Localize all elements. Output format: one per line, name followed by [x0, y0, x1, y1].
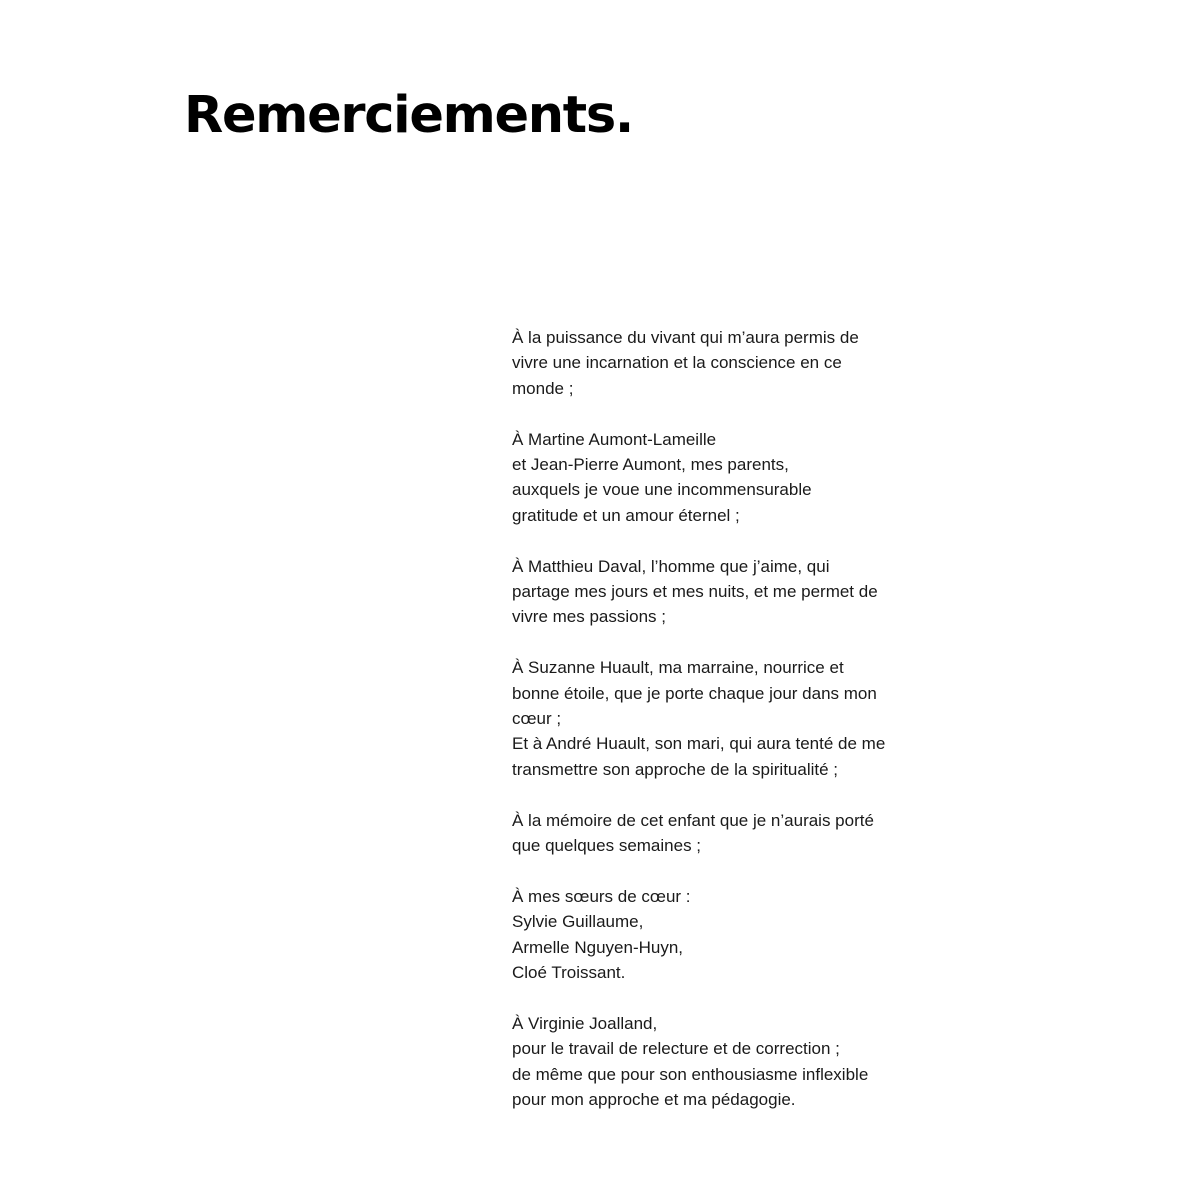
text-line: vivre une incarnation et la conscience en ce [512, 353, 842, 373]
text-line: pour le travail de relecture et de correction ; [512, 1039, 840, 1059]
text-line: auxquels je voue une incommensurable [512, 480, 812, 500]
text-line: À la puissance du vivant qui m’aura permis de [512, 328, 859, 347]
text-line: Cloé Troissant. [512, 963, 626, 983]
text-line: À Matthieu Daval, l’homme que j’aime, qui [512, 556, 830, 576]
text-line: vivre mes passions ; [512, 607, 666, 627]
text-line: partage mes jours et mes nuits, et me permet de [512, 582, 878, 602]
text-line: pour mon approche et ma pédagogie. [512, 1090, 796, 1110]
text-line: À mes sœurs de cœur : [512, 886, 691, 906]
text-line: gratitude et un amour éternel ; [512, 505, 740, 525]
paragraph-parents [512, 427, 952, 529]
text-line: À Virginie Joalland, [512, 1013, 658, 1033]
acknowledgements-body [512, 325, 952, 1113]
text-line: À Martine Aumont-Lameille [512, 429, 717, 449]
text-line: que quelques semaines ; [512, 836, 702, 856]
text-line: À la mémoire de cet enfant que je n’aurais porté [512, 810, 874, 830]
paragraph-matthieu [512, 554, 952, 630]
text-line: Et à André Huault, son mari, qui aura tenté de me [512, 734, 886, 754]
text-line: cœur ; [512, 709, 562, 729]
page-title: Remerciements. [184, 86, 633, 145]
text-line: Armelle Nguyen-Huyn, [512, 937, 684, 957]
text-line: monde ; [512, 378, 574, 398]
paragraph-soeurs [512, 884, 952, 986]
text-line: À Suzanne Huault, ma marraine, nourrice et [512, 658, 844, 678]
paragraph-huault [512, 655, 952, 782]
text-line: et Jean-Pierre Aumont, mes parents, [512, 455, 789, 475]
paragraph-vivant [512, 325, 952, 401]
paragraph-memoire [512, 808, 952, 859]
text-line: Sylvie Guillaume, [512, 912, 644, 932]
text-line: bonne étoile, que je porte chaque jour dans mon [512, 683, 877, 703]
text-line: transmettre son approche de la spiritualité ; [512, 759, 839, 779]
paragraph-virginie [512, 1011, 952, 1113]
text-line: de même que pour son enthousiasme inflexible [512, 1064, 869, 1084]
